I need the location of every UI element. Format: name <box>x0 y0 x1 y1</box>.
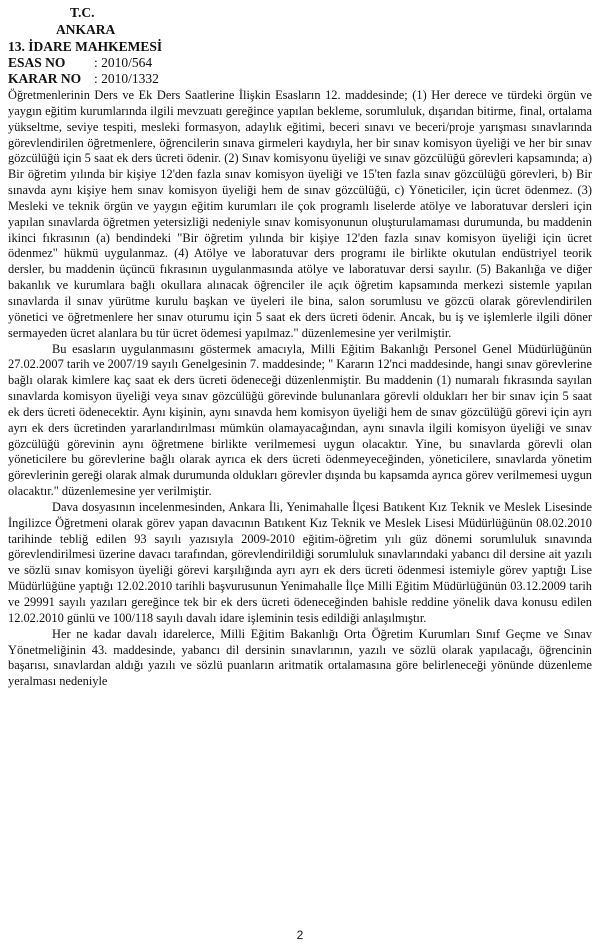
paragraph: Her ne kadar davalı idarelerce, Milli Eğitim Bakanlığı Orta Öğretim Kurumları Sınıf Geçme ve Sınav Yönetmeliğinin 43. maddesinde, yabancı dil dersinin sınavlarının, yazılı ve sözlü olarak yapılacağı, öğrencinin başarısı, sınavlardan aldığı yazılı ve sözlü puanların aritmatik ortalamasına göre belirleneceği yönünde düzenleme yeralması nedeniyle <box>8 626 592 689</box>
esas-label: ESAS NO <box>8 55 66 70</box>
karar-value: : 2010/1332 <box>94 71 159 86</box>
body-text <box>8 88 592 690</box>
header-tc: T.C. <box>70 5 95 20</box>
case-esas <box>8 55 592 71</box>
karar-label: KARAR NO <box>8 71 82 86</box>
header-city: ANKARA <box>56 22 116 37</box>
page-number: 2 <box>296 928 304 942</box>
esas-value: : 2010/564 <box>94 55 153 70</box>
paragraph: Öğretmenlerinin Ders ve Ek Ders Saatlerine İlişkin Esasların 12. maddesinde; (1) Her derece ve türdeki örgün ve yaygın eğitim kurumlarında ilgili mevzuatı gereğince yapılan bekleme, sorumluluk, dışarıdan bitirme, final, ortalama yükseltme, seviye tespiti, mesleki formasyon, adaylık eğitimi, beceri sınavı ve beceri/proje yarışması sınavlarında görevlendirilen öğretmenlere, öğrencilerin sınava girmeleri kaydıyla, her bir sınav komisyon üyeliği ve her bir sınav gözcülüğü için 5 saat ek ders ücreti ödenir. (2) Sınav komisyonu üyeliği ve sınav gözcülüğü görevleri kapsamında; a) Bir öğretim yılında bir kişiye 12'den fazla sınav komisyon üyeliği ve 15'ten fazla sınav gözcülüğü görevleri, b) Bir sınavda aynı kişiye hem sınav komisyon üyeliği hem de sınav gözcülüğü, c) Yöneticiler, için ücret ödenmez. (3) Mesleki ve teknik örgün ve yaygın eğitim kurumları ile çok programlı liselerde atölye ve laboratuvar dersleri için yapılan sınavlarda öğretmen yetersizliği nedeniyle sınav komisyonunun oluşturulamaması durumunda, bu maddenin ikinci fıkrasının (a) bendindeki "Bir öğretim yılında bir kişiye 12'den fazla sınav komisyon üyeliği için ücret ödenmez" hükmü uygulanmaz. (4) Atölye ve laboratuvar ders programı ile birlikte okutulan endüstriyel teorik dersler, bu maddenin üçüncü fıkrasının uygulanmasında atölye ve laboratuvar dersi sayılır. (5) Bakanlığa ve diğer bakanlık ve kurumlara bağlı okullara alınacak öğrenciler ile açık öğretim kapsamında merkezi sistemle yapılan sınavlarda il sınav yürütme kurulu başkan ve üyeleri ile bina, salon sorumlusu ve gözcü olarak görevlendirilen yönetici ve öğretmenlere her sınav oturumu için 5 saat ek ders ücreti ödenir. Ancak, bu iş ve işlemlerle ilgili döner sermayeden ücret alanlara bu tür ücret ödemesi yapılmaz." düzenlemesine yer verilmiştir. <box>8 88 592 340</box>
case-karar <box>8 71 592 87</box>
paragraph: Dava dosyasının incelenmesinden, Ankara İli, Yenimahalle İlçesi Batıkent Kız Teknik ve Meslek Lisesinde İngilizce Öğretmeni olarak görev yapan davacının Batıkent Kız Teknik ve Meslek Lisesi Müdürlüğünün 08.02.2010 tarihinde tebliğ edilen 93 sayılı yazısıyla 2009-2010 eğitim-öğretim yılı güz dönemi sorumluluk sınavında görevlendirilmesi üzerine davacı tarafından, görevlendirildiği sorumluluk sınavlarındaki yabancı dil dersine ait yazılı ve sözlü sınav komisyon üyeliği görevi karşılığında ayrı ayrı ek ders ücreti ödenmesi istemiyle görev yaptığı Lise Müdürlüğüne yaptığı 12.02.2010 tarihli başvurusunun Yenimahalle İlçe Milli Eğitim Müdürlüğünün 03.12.2009 tarih ve 29991 sayılı yazıları gereğince tek bir ek ders ücreti ödeneceğinden bahisle reddine yönelik dava konusu edilen 12.02.2010 günlü ve 100/118 sayılı davalı idare işleminin tesis edildiği anlaşılmıştır. <box>8 499 592 625</box>
header-court: 13. İDARE MAHKEMESİ <box>8 39 163 54</box>
paragraph: Bu esasların uygulanmasını göstermek amacıyla, Milli Eğitim Bakanlığı Personel Genel Müdürlüğünün 27.02.2007 tarih ve 2007/19 sayılı Genelgesinin 7. maddesinde; " Kararın 12'nci maddesinde, hangi sınav görevlerine bağlı olarak kimlere kaç saat ek ders ücreti ödeneceği düzenlenmiştir. Bu maddenin (1) numaralı fıkrasında sayılan sınavlarda komisyon üyeliği veya sınav gözcülüğü görevinde bulunanlara görevli oldukları her bir sınav için 5 saat ek ders ücreti ödenecektir. Aynı kişinin, aynı sınavda hem komisyon üyeliği hem de sınav gözcülüğü görevi için ayrı ayrı ek ders ücretinden yararlandırılması mümkün olamayacağından, aynı sınavla ilgili komisyon üyeliği ve sınav gözcülüğü görevinin aynı öğretmene birlikte verilmemesi uygun olacaktır. Yine, bu sınavlarda görevli olan yöneticilere bu görevlerine bağlı olarak ayrıca ek ders ücreti ödenmeyeceğinden, yöneticilere, sınavlarda yönetim görevlerinin gereği olarak almak durumunda oldukları görevler dışında bu kapsamda ayrıca görev verilmemesi uygun olacaktır." düzenlemesine yer verilmiştir. <box>8 341 592 499</box>
